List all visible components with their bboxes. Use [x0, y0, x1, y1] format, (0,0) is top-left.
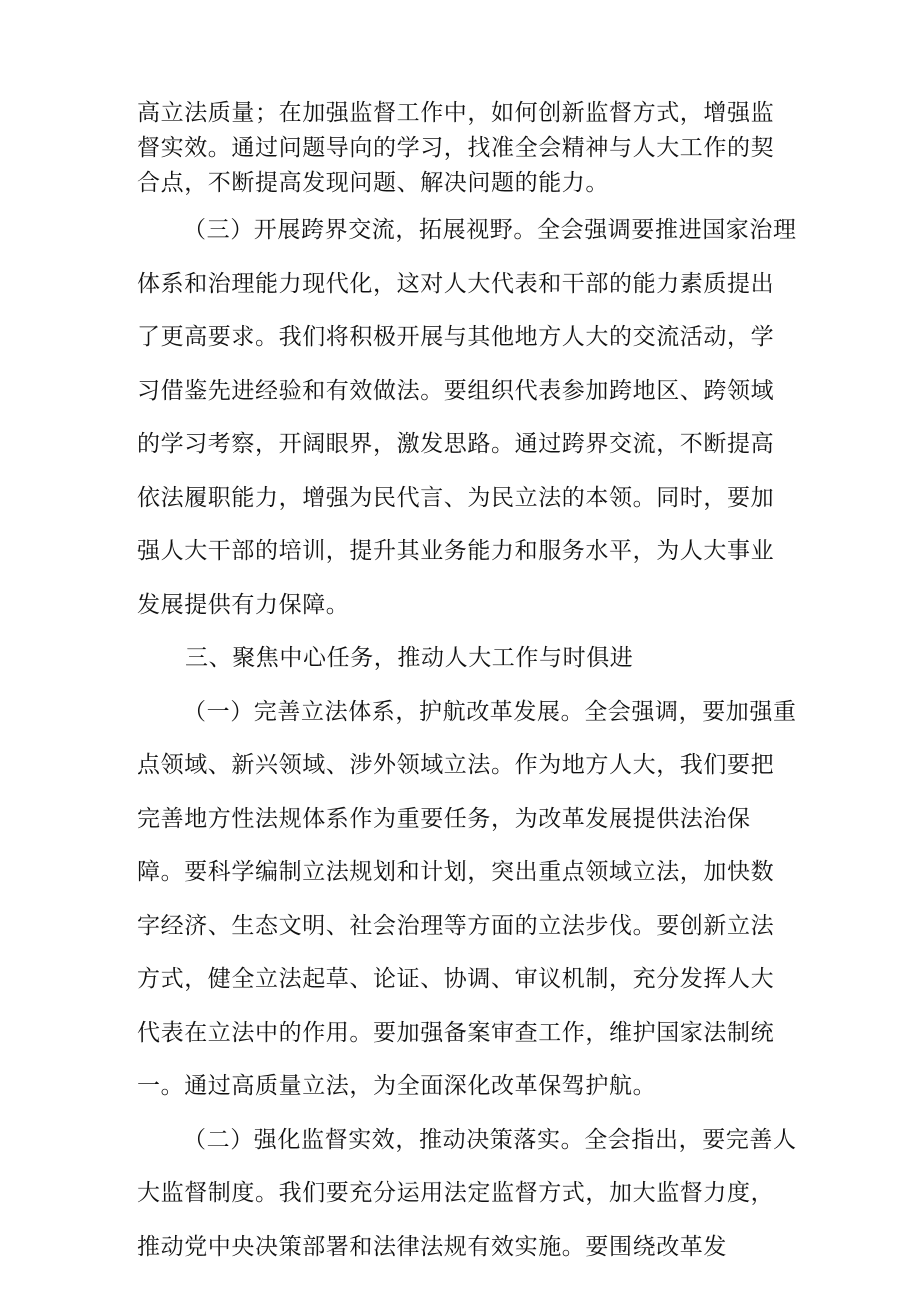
continuation-paragraph: 高立法质量；在加强监督工作中，如何创新监督方式，增强监督实效。通过问题导向的学习，找准全会精神与人大工作的契合点，不断提高发现问题、解决问题的能力。 — [137, 100, 775, 196]
paragraph-legislation-system: （一）完善立法体系，护航改革发展。全会强调，要加强重点领域、新兴领域、涉外领域立法。作为地方人大，我们要把完善地方性法规体系作为重要任务，为改革发展提供法治保障。要科学编制立法规划和计划，突出重点领域立法，加快数字经济、生态文明、社会治理等方面的立法步伐。要创新立法方式，健全立法起草、论证、协调、审议机制，充分发挥人大代表在立法中的作用。要加强备案审查工作，维护国家法制统一。通过高质量立法，为全面深化改革保驾护航。 — [137, 698, 797, 1099]
paragraph-supervision: （二）强化监督实效，推动决策落实。全会指出，要完善人大监督制度。我们要充分运用法定监督方式，加大监督力度，推动党中央决策部署和法律法规有效实施。要围绕改革发 — [137, 1126, 797, 1260]
paragraph-cross-border-exchange: （三）开展跨界交流，拓展视野。全会强调要推进国家治理体系和治理能力现代化，这对人大代表和干部的能力素质提出了更高要求。我们将积极开展与其他地方人大的交流活动，学习借鉴先进经验和有效做法。要组织代表参加跨地区、跨领域的学习考察，开阔眼界，激发思路。通过跨界交流，不断提高依法履职能力，增强为民代言、为民立法的本领。同时，要加强人大干部的培训，提升其业务能力和服务水平，为人大事业发展提供有力保障。 — [137, 217, 797, 618]
top-text-block — [137, 96, 797, 201]
section-heading: 三、聚焦中心任务，推动人大工作与时俱进 — [185, 645, 634, 671]
main-text-block — [137, 204, 797, 1274]
